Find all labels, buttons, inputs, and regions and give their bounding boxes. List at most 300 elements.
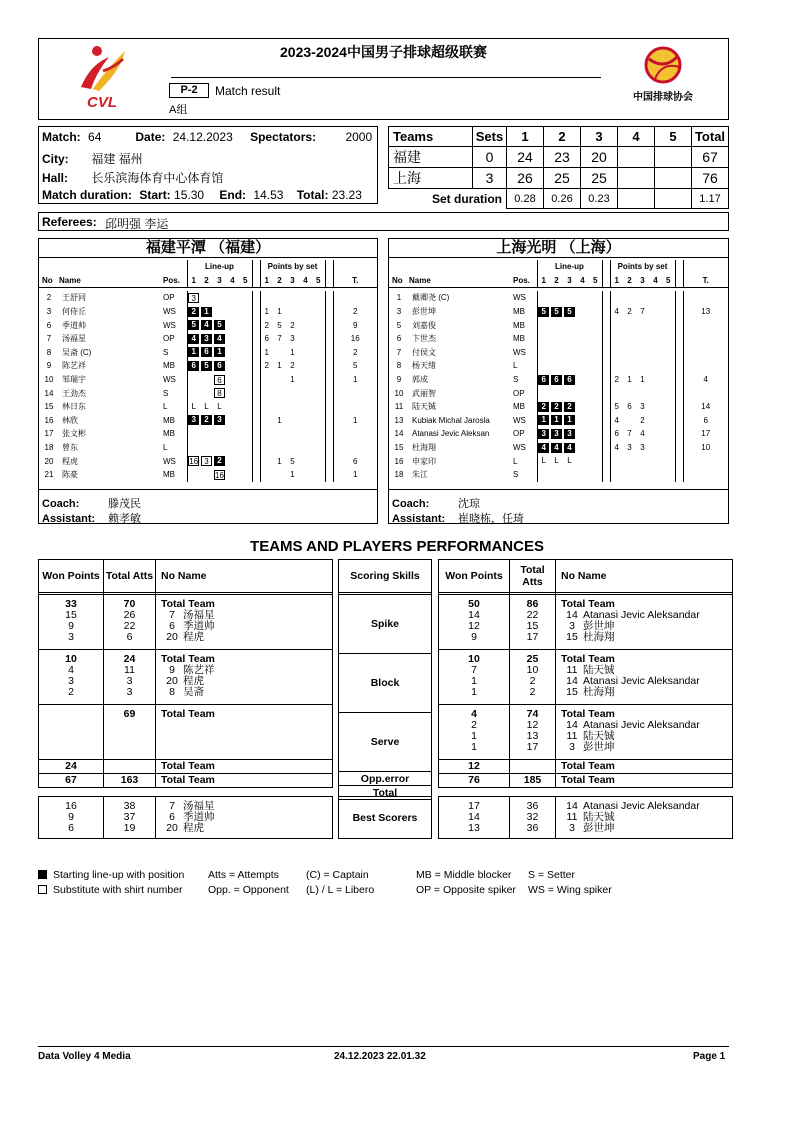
player-entry-name: Atanasi Jevic Aleksandar <box>583 800 700 812</box>
skill-block-row <box>39 705 333 760</box>
player-position: MB <box>513 334 525 344</box>
player-row <box>389 359 728 373</box>
player-total: 2 <box>333 305 377 319</box>
score-set <box>618 168 655 189</box>
set-points <box>649 414 662 428</box>
set-points <box>623 414 636 428</box>
starting-position: 6 <box>551 375 562 385</box>
header-box <box>38 38 729 120</box>
score-table <box>388 126 729 209</box>
player-entry-number: 6 <box>169 620 175 632</box>
player-position: S <box>513 470 519 480</box>
set-points: 6 <box>610 427 623 441</box>
won-points-value: 4 <box>68 664 74 676</box>
player-total: 10 <box>683 441 728 455</box>
team-total-label: Total Team <box>156 774 333 788</box>
starting-position: 4 <box>201 320 212 330</box>
score-header-set2: 2 <box>544 127 581 147</box>
set-points <box>299 454 312 468</box>
footer-right: Page 1 <box>693 1051 726 1062</box>
total-header: T. <box>683 274 728 288</box>
set-points <box>623 359 636 373</box>
won-points-value: 14 <box>468 609 480 621</box>
set-points <box>273 400 286 414</box>
score-total: 67 <box>692 147 729 168</box>
libero-mark: L <box>541 456 546 466</box>
roster-table <box>389 260 728 482</box>
set-points: 2 <box>260 359 273 373</box>
player-total: 2 <box>333 346 377 360</box>
player-name: Kubiak Michal Jarosla <box>412 415 490 425</box>
set-points <box>623 454 636 468</box>
player-number: 5 <box>396 320 402 330</box>
set-points: 4 <box>610 414 623 428</box>
player-name: 季道帅 <box>62 320 86 330</box>
points-set-header: 2 <box>273 274 286 288</box>
total-atts-value: 163 <box>104 774 156 788</box>
best-scorers-table-a <box>38 796 333 839</box>
player-number: 6 <box>46 320 52 330</box>
set-points <box>636 468 649 482</box>
player-total <box>683 454 728 468</box>
player-name: 朱江 <box>412 470 428 480</box>
set-points <box>610 386 623 400</box>
player-number: 17 <box>44 429 54 439</box>
lineup-set-header: 1 <box>537 274 550 288</box>
player-name: 陆天铖 <box>412 402 436 412</box>
total-atts-value: 86 <box>526 598 539 610</box>
opp-error-row <box>39 760 333 774</box>
player-entry-number: 14 <box>566 800 578 812</box>
set-points: 1 <box>290 470 295 480</box>
set-duration <box>618 189 655 209</box>
won-points-value: 2 <box>68 686 74 698</box>
won-points-value: 50 <box>468 598 480 610</box>
libero-mark: L <box>554 456 559 466</box>
set-points: 3 <box>640 402 645 412</box>
won-points-value: 15 <box>65 609 77 621</box>
set-points: 2 <box>627 307 632 317</box>
set-points <box>286 386 299 400</box>
set-points <box>299 305 312 319</box>
player-position: L <box>163 443 168 453</box>
total-atts-value: 32 <box>526 811 539 823</box>
set-points <box>636 359 649 373</box>
skill-block-row <box>439 705 733 760</box>
score-total: 76 <box>692 168 729 189</box>
points-header: Points by set <box>610 260 675 274</box>
team-b-coach-label: Coach: <box>392 498 430 510</box>
total-atts-value: 37 <box>123 811 136 823</box>
player-row <box>39 414 377 428</box>
score-row-home <box>389 147 729 168</box>
won-points-value: 2 <box>471 719 477 731</box>
won-points-value: 16 <box>65 800 77 812</box>
player-row <box>39 346 377 360</box>
starting-position: 5 <box>214 320 225 330</box>
set-points: 1 <box>260 346 273 360</box>
performance-table-b <box>438 559 733 788</box>
match-info-box <box>38 126 378 204</box>
won-points-value: 3 <box>68 631 74 643</box>
best-scorers-label-table <box>338 796 432 839</box>
points-set-header: 4 <box>649 274 662 288</box>
player-row <box>39 332 377 346</box>
player-position: OP <box>163 334 175 344</box>
city-label: City: <box>42 152 69 166</box>
player-total <box>683 346 728 360</box>
set-points: 1 <box>277 456 282 466</box>
total-atts-value: 36 <box>526 800 539 812</box>
set-points <box>286 427 299 441</box>
won-points-header: Won Points <box>439 560 510 593</box>
player-entry-number: 8 <box>169 686 175 698</box>
player-name: 杨天绪 <box>412 361 436 371</box>
player-total <box>333 386 377 400</box>
player-number: 21 <box>44 470 54 480</box>
set-points <box>623 386 636 400</box>
total-atts-value: 22 <box>526 609 539 621</box>
set-points <box>636 346 649 360</box>
player-entry-name: Total Team <box>161 653 215 665</box>
score-row-away <box>389 168 729 189</box>
pos-header: Pos. <box>513 274 537 288</box>
set-points <box>649 305 662 319</box>
player-total: 4 <box>683 373 728 387</box>
player-entry-number: 14 <box>566 719 578 731</box>
set-points <box>649 468 662 482</box>
total-atts-value: 15 <box>526 620 539 632</box>
score-set: 20 <box>581 147 618 168</box>
player-row <box>389 318 728 332</box>
score-sets: 0 <box>473 147 507 168</box>
set-points <box>299 400 312 414</box>
set-points <box>623 291 636 305</box>
skill-block-row <box>39 595 333 650</box>
team-a-roster <box>38 238 378 524</box>
report-type: Match result <box>215 84 281 98</box>
set-points <box>286 400 299 414</box>
set-points <box>312 359 325 373</box>
best-scorers-label: Best Scorers <box>339 797 432 839</box>
set-points: 1 <box>290 375 295 385</box>
performance-table-a <box>38 559 333 788</box>
set-points <box>649 359 662 373</box>
set-points <box>636 386 649 400</box>
points-set-header: 3 <box>636 274 649 288</box>
player-name: 陈豪 <box>62 470 78 480</box>
team-a-table <box>39 260 377 482</box>
player-total <box>683 468 728 482</box>
set-points <box>649 346 662 360</box>
set-points <box>286 305 299 319</box>
set-points <box>260 400 273 414</box>
libero-mark: L <box>217 401 222 411</box>
starting-position: 5 <box>551 307 562 317</box>
player-number: 1 <box>396 293 402 303</box>
set-points <box>636 291 649 305</box>
player-number: 13 <box>394 415 404 425</box>
starting-position: 4 <box>551 443 562 453</box>
match-label: Match: <box>42 130 81 144</box>
player-entry-name: 陈艺祥 <box>183 664 215 676</box>
player-row <box>39 373 377 387</box>
player-position: MB <box>513 402 525 412</box>
player-position: MB <box>513 307 525 317</box>
libero-mark: L <box>191 401 196 411</box>
starting-position: 3 <box>551 429 562 439</box>
player-row <box>389 454 728 468</box>
total-duration: 1.17 <box>692 189 729 209</box>
score-team: 上海 <box>389 168 473 189</box>
starting-position: 1 <box>538 415 549 425</box>
player-number: 6 <box>396 334 402 344</box>
player-entry-number: 20 <box>166 675 178 687</box>
legend-ws: WS = Wing spiker <box>528 884 612 896</box>
team-total-label: Total Team <box>556 760 733 774</box>
player-row <box>39 400 377 414</box>
player-entry <box>161 632 332 643</box>
team-b-assistant-label: Assistant: <box>392 513 446 525</box>
set-points <box>273 441 286 455</box>
player-entry-name: Atanasi Jevic Aleksandar <box>583 609 700 621</box>
player-row <box>39 359 377 373</box>
won-points-value: 9 <box>471 631 477 643</box>
player-name: Atanasi Jevic Aleksan <box>412 429 490 439</box>
set-points <box>299 427 312 441</box>
player-name: 吴斋 (C) <box>62 347 92 357</box>
points-set-header: 4 <box>299 274 312 288</box>
player-number: 18 <box>44 443 54 453</box>
set-points <box>623 318 636 332</box>
player-total: 17 <box>683 427 728 441</box>
player-entry <box>561 632 732 643</box>
starting-position: 6 <box>188 361 199 371</box>
set-points <box>260 427 273 441</box>
set-points: 6 <box>627 402 632 412</box>
legend-op: OP = Opposite spiker <box>416 884 516 896</box>
player-total <box>333 427 377 441</box>
won-points-header: Won Points <box>39 560 104 593</box>
set-points: 2 <box>640 415 645 425</box>
player-number: 7 <box>46 334 52 344</box>
player-name: 曾东 <box>62 443 78 453</box>
set-points <box>662 305 675 319</box>
set-points <box>623 468 636 482</box>
player-entry-number: 14 <box>566 675 578 687</box>
set-points: 5 <box>277 320 282 330</box>
score-set: 23 <box>544 147 581 168</box>
won-points-value: 1 <box>471 741 477 753</box>
player-name: 邹瑞宇 <box>62 375 86 385</box>
points-set-header: 5 <box>312 274 325 288</box>
player-entry-name: 程虎 <box>183 631 204 643</box>
player-total <box>683 386 728 400</box>
player-entry-name: 程虎 <box>183 675 204 687</box>
player-row <box>39 427 377 441</box>
set-points <box>649 318 662 332</box>
set-points <box>662 346 675 360</box>
set-points <box>623 346 636 360</box>
set-points <box>312 427 325 441</box>
set-points <box>273 373 286 387</box>
total-atts-value: 11 <box>124 664 135 676</box>
player-entry-name: 季道帅 <box>183 811 215 823</box>
player-row <box>389 291 728 305</box>
score-team: 福建 <box>389 147 473 168</box>
set-duration: 0.28 <box>507 189 544 209</box>
player-row <box>39 305 377 319</box>
starting-position: 5 <box>538 307 549 317</box>
starting-position: 1 <box>564 415 575 425</box>
player-entry-number: 3 <box>569 822 575 834</box>
set-points <box>649 373 662 387</box>
player-total: 5 <box>333 359 377 373</box>
lineup-header: Line-up <box>537 260 602 274</box>
set-points <box>662 427 675 441</box>
starting-position: 4 <box>188 334 199 344</box>
player-total: 1 <box>333 468 377 482</box>
set-points <box>649 454 662 468</box>
player-entry-name: 汤福星 <box>183 609 215 621</box>
lineup-set-header: 4 <box>576 274 589 288</box>
player-entry-number: 20 <box>166 631 178 643</box>
set-points <box>610 359 623 373</box>
team-a-assistant-label: Assistant: <box>42 513 96 525</box>
player-position: WS <box>513 293 526 303</box>
points-header: Points by set <box>260 260 325 274</box>
set-points <box>312 332 325 346</box>
score-header-set1: 1 <box>507 127 544 147</box>
player-entry-name: 汤福星 <box>183 800 215 812</box>
set-points <box>662 291 675 305</box>
set-points <box>299 414 312 428</box>
won-points-value: 1 <box>471 686 477 698</box>
set-points <box>312 346 325 360</box>
player-number: 3 <box>46 307 52 317</box>
set-points <box>662 359 675 373</box>
referees-label: Referees: <box>42 215 97 229</box>
lineup-set-header: 2 <box>200 274 213 288</box>
set-duration <box>655 189 692 209</box>
player-total: 6 <box>683 414 728 428</box>
set-points <box>273 386 286 400</box>
set-points <box>610 468 623 482</box>
player-entry-number: 15 <box>566 631 578 643</box>
no-header: No <box>39 274 59 288</box>
hall-value: 长乐滨海体育中心体育馆 <box>91 171 224 185</box>
set-points <box>610 332 623 346</box>
total-atts-header: Total Atts <box>104 560 156 593</box>
legend-starting: Starting line-up with position <box>53 869 185 881</box>
player-position: MB <box>163 470 175 480</box>
start-value: 15.30 <box>174 188 205 202</box>
set-points <box>662 441 675 455</box>
score-set: 24 <box>507 147 544 168</box>
set-points: 3 <box>640 443 645 453</box>
total-atts-value: 70 <box>123 598 136 610</box>
player-name: 杜海翔 <box>412 443 436 453</box>
player-entry <box>161 823 332 834</box>
starting-position: 1 <box>188 347 199 357</box>
best-scorers-row <box>39 797 333 839</box>
starting-position: 6 <box>538 375 549 385</box>
score-set: 25 <box>544 168 581 189</box>
team-a-coach: 滕茂民 <box>108 498 141 510</box>
set-points <box>260 386 273 400</box>
player-entry <box>561 742 732 753</box>
player-name: 程虎 <box>62 456 78 466</box>
team-b-name: 上海光明 （上海） <box>389 239 728 258</box>
won-points-value: 12 <box>468 620 480 632</box>
total-atts-value: 185 <box>510 774 556 788</box>
starting-position: 3 <box>538 429 549 439</box>
player-number: 15 <box>44 402 54 412</box>
won-points-value: 14 <box>468 811 480 823</box>
cvl-logo <box>73 43 133 115</box>
name-header: Name <box>59 274 163 288</box>
set-points <box>260 414 273 428</box>
player-total: 1 <box>333 414 377 428</box>
set-points <box>260 454 273 468</box>
team-total-label: Total Team <box>556 774 733 788</box>
set-points <box>662 454 675 468</box>
player-row <box>39 386 377 400</box>
total-atts-value: 6 <box>126 631 133 643</box>
won-points-value: 7 <box>471 664 477 676</box>
skill-block-row <box>439 595 733 650</box>
set-points <box>273 427 286 441</box>
substitute-number: 3 <box>201 456 212 466</box>
won-points-value: 6 <box>68 822 74 834</box>
won-points-value: 3 <box>68 675 74 687</box>
total-atts-header: Total Atts <box>510 560 556 593</box>
set-points <box>299 346 312 360</box>
set-points <box>312 318 325 332</box>
legend-substitute: Substitute with shirt number <box>53 884 183 896</box>
player-number: 3 <box>396 307 402 317</box>
opp-error-row <box>439 760 733 774</box>
total-atts-value: 24 <box>123 653 136 665</box>
set-points: 1 <box>290 347 295 357</box>
player-row <box>39 454 377 468</box>
legend-captain: (C) = Captain <box>306 869 369 881</box>
points-set-header: 2 <box>623 274 636 288</box>
player-position: OP <box>163 293 175 303</box>
player-entry-name: Total Team <box>561 598 615 610</box>
player-position: L <box>163 402 168 412</box>
set-points <box>312 386 325 400</box>
set-points <box>312 414 325 428</box>
legend-opp: Opp. = Opponent <box>208 884 289 896</box>
won-points-value: 76 <box>439 774 510 788</box>
set-points: 4 <box>610 305 623 319</box>
set-points: 3 <box>290 334 295 344</box>
player-total: 14 <box>683 400 728 414</box>
set-points: 1 <box>260 305 273 319</box>
total-atts-value: 12 <box>526 719 539 731</box>
set-points <box>299 373 312 387</box>
set-points: 7 <box>277 334 282 344</box>
set-points: 1 <box>640 375 645 385</box>
referees-box <box>38 212 729 231</box>
team-b-coach: 沈琼 <box>458 498 480 510</box>
set-points <box>299 318 312 332</box>
player-position: WS <box>163 375 176 385</box>
set-points <box>649 441 662 455</box>
starting-position: 2 <box>188 307 199 317</box>
player-total <box>683 359 728 373</box>
